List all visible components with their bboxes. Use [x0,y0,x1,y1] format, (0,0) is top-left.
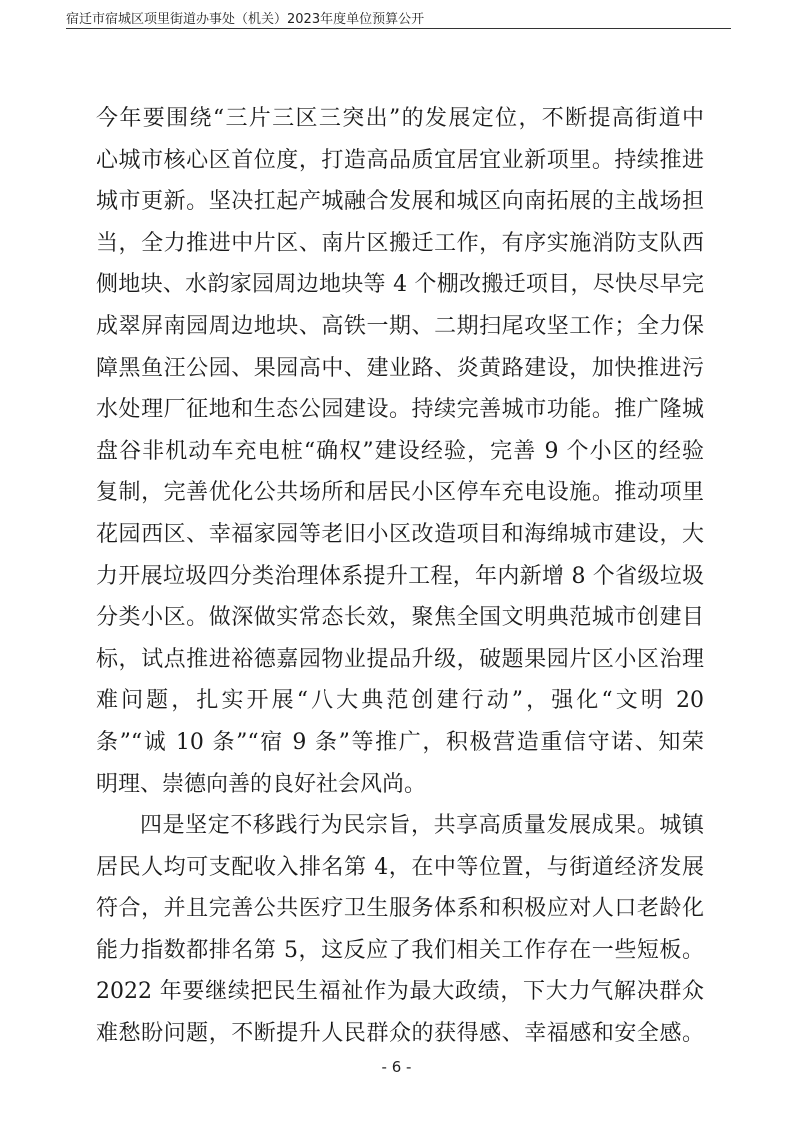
text-line: 符合，并且完善公共医疗卫生服务体系和积极应对人口老龄化 [96,896,704,922]
text-line: 障黑鱼汪公园、果园高中、建业路、炎黄路建设，加快推进污 [96,355,704,381]
text-line: 今年要围绕“三片三区三突出”的发展定位，不断提高街道中 [96,106,704,131]
text-line: 成翠屏南园周边地块、高铁一期、二期扫尾攻坚工作；全力保 [96,313,704,339]
text-line: 居民人均可支配收入排名第 4，在中等位置，与街道经济发展 [96,854,704,880]
text-line: 标，试点推进裕德嘉园物业提品升级，破题果园片区小区治理 [96,646,704,672]
text-line: 分类小区。做深做实常态长效，聚焦全国文明典范城市创建目 [96,605,704,631]
text-line: 条”“诚 10 条”“宿 9 条”等推广，积极营造重信守诺、知荣 [96,729,704,755]
text-line: 水处理厂征地和生态公园建设。持续完善城市功能。推广隆城 [96,397,704,423]
text-line: 复制，完善优化公共场所和居民小区停车充电设施。推动项里 [96,480,704,506]
header-divider [66,28,731,29]
text-line: 能力指数都排名第 5，这反应了我们相关工作存在一些短板。 [96,937,704,963]
body-text [96,98,704,1055]
text-line: 花园西区、幸福家园等老旧小区改造项目和海绵城市建设，大 [96,521,704,547]
running-header: 宿迁市宿城区项里街道办事处（机关）2023年度单位预算公开 [66,12,425,27]
text-line: 当，全力推进中片区、南片区搬迁工作，有序实施消防支队西 [96,230,704,256]
page-number: - 6 - [381,1058,412,1076]
text-line: 城市更新。坚决扛起产城融合发展和城区向南拓展的主战场担 [96,189,704,215]
text-line: 明理、崇德向善的良好社会风尚。 [96,771,427,797]
text-line: 难愁盼问题，不断提升人民群众的获得感、幸福感和安全感。 [96,1021,704,1047]
text-line: 盘谷非机动车充电桩“确权”建设经验，完善 9 个小区的经验 [96,438,704,464]
text-line: 力开展垃圾四分类治理体系提升工程，年内新增 8 个省级垃圾 [96,563,704,589]
text-line: 2022 年要继续把民生福祉作为最大政绩，下大力气解决群众 [96,979,704,1005]
text-line: 侧地块、水韵家园周边地块等 4 个棚改搬迁项目，尽快尽早完 [96,272,704,298]
text-line: 难问题，扎实开展“八大典范创建行动”，强化“文明 20 [96,688,704,714]
paragraph-first-line: 四是坚定不移践行为民宗旨，共享高质量发展成果。城镇 [140,813,704,839]
text-line: 心城市核心区首位度，打造高品质宜居宜业新项里。持续推进 [96,147,704,173]
